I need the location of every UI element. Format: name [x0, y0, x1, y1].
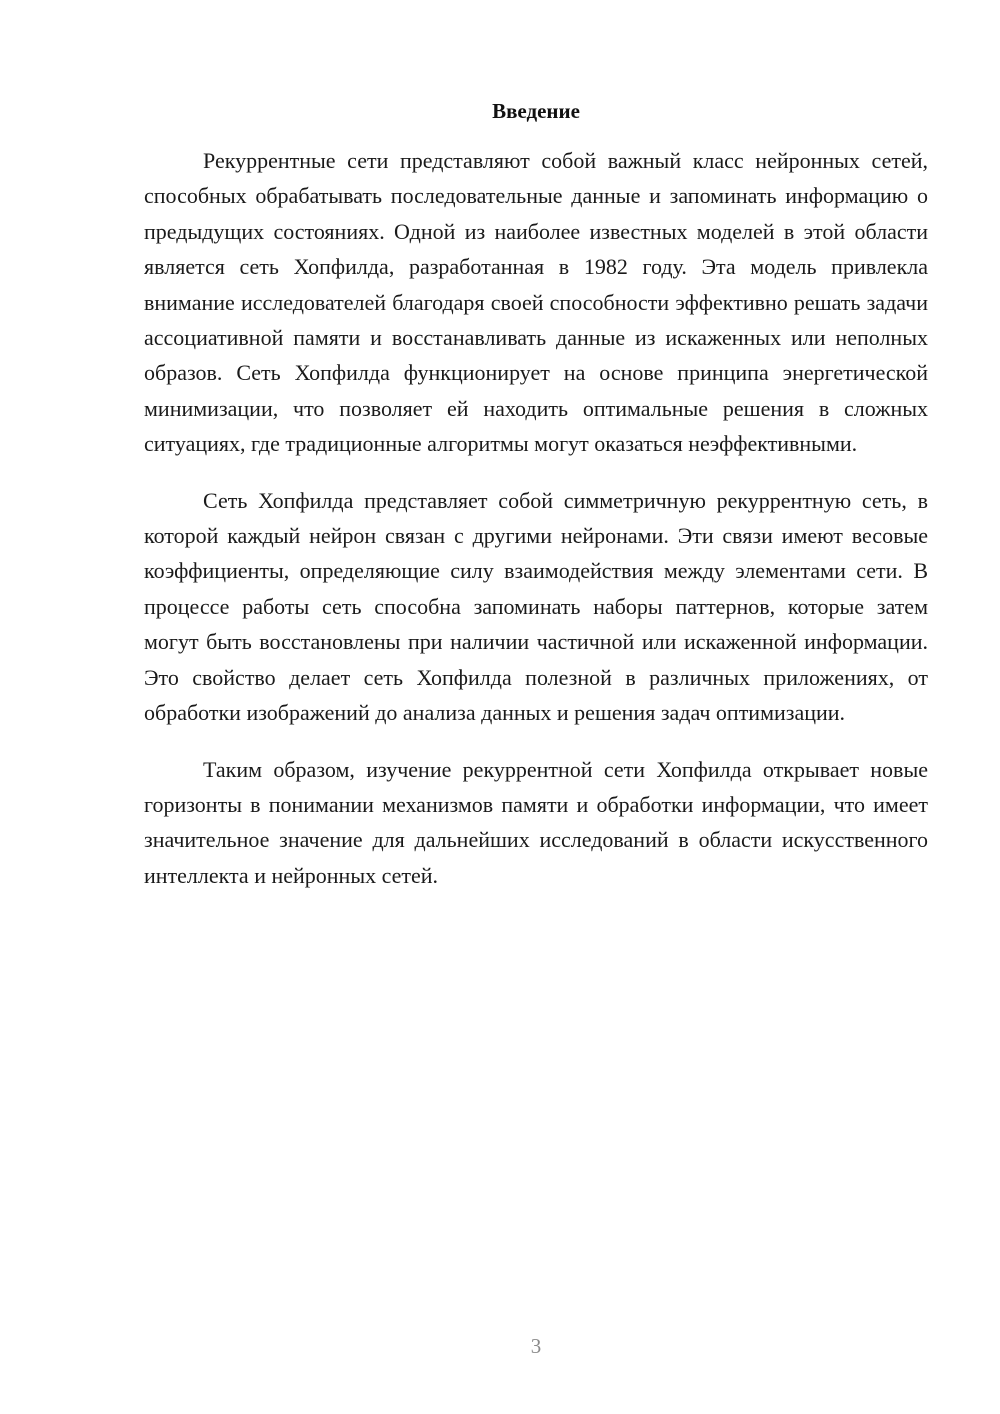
paragraph-hopfield-structure: Сеть Хопфилда представляет собой симметричную рекуррентную сеть, в которой каждый нейрон связан с другими нейронами. Эти связи имеют весовые коэффициенты, определяющие силу взаимодействия между элементами сети. В процессе работы сеть способна запоминать наборы паттернов, которые затем могут быть восстановлены при наличии частичной или искаженной информации. Это свойство делает сеть Хопфилда полезной в различных приложениях, от обработки изображений до анализа данных и решения задач оптимизации.	[144, 487, 928, 726]
paragraph-intro: Рекуррентные сети представляют собой важный класс нейронных сетей, способных обрабатывать последовательные данные и запоминать информацию о предыдущих состояниях. Одной из наиболее известных моделей в этой области является сеть Хопфилда, разработанная в 1982 году. Эта модель привлекла внимание исследователей благодаря своей способности эффективно решать задачи ассоциативной памяти и восстанавливать данные из искаженных или неполных образов. Сеть Хопфилда функционирует на основе принципа энергетической минимизации, что позволяет ей находить оптимальные решения в сложных ситуациях, где традиционные алгоритмы могут оказаться неэффективными.	[144, 148, 928, 457]
body-text	[144, 143, 928, 893]
section-heading: Введение	[492, 99, 580, 123]
page-number: 3	[530, 1334, 542, 1358]
paragraph-conclusion: Таким образом, изучение рекуррентной сети Хопфилда открывает новые горизонты в понимании механизмов памяти и обработки информации, что имеет значительное значение для дальнейших исследований в области искусственного интеллекта и нейронных сетей.	[144, 756, 928, 888]
